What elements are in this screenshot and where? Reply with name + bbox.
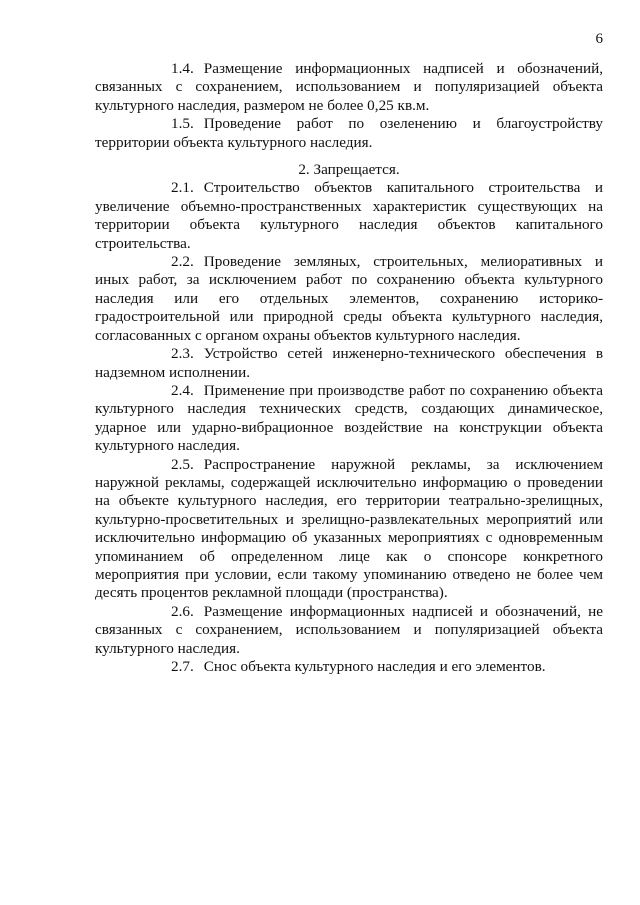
item-number: 2.7. xyxy=(171,658,194,675)
item-text: Проведение земляных, строительных, мелиоративных и иных работ, за исключением работ по сохранению объекта культурного наследия или его отдельных элементов, сохранению историко-градостроительной или природной среды объекта культурного наследия, согласованных с органом охраны объектов культурного наследия. xyxy=(95,253,603,344)
item-number: 1.4. xyxy=(171,60,194,77)
item-number: 1.5. xyxy=(171,115,194,133)
item-number: 2.4. xyxy=(171,381,194,399)
item-text: Распространение наружной рекламы, за исключением наружной рекламы, содержащей исключительно информацию о проведении на объекте культурного наследия, его территории театрально-зрелищных, культурно-просветительных и зрелищно-развлекательных мероприятий или исключительно информацию об указанных мероприятиях с одновременным упоминанием об определенном лице как о спонсоре конкретного мероприятия при условии, если такому упоминанию отведено не более чем десять процентов рекламной площади (пространства). xyxy=(95,455,603,602)
paragraph-2-2 xyxy=(95,253,603,345)
item-text: Применение при производстве работ по сохранению объекта культурного наследия технических средств, создающих динамическое, ударное или ударно-вибрационное воздействие на конструкции объекта культурного наследия. xyxy=(95,381,603,455)
section-heading: 2. Запрещается. xyxy=(298,161,400,179)
paragraph-2-1 xyxy=(95,179,603,253)
item-number: 2.6. xyxy=(171,602,194,620)
item-number: 2.1. xyxy=(171,179,194,197)
item-text: Снос объекта культурного наследия и его элементов. xyxy=(203,658,546,675)
item-text: Строительство объектов капитального строительства и увеличение объемно-пространственных характеристик существующих на территории объекта культурного наследия объектов капитального строительства. xyxy=(95,179,603,252)
paragraph-2-5 xyxy=(95,456,603,603)
item-number: 2.2. xyxy=(171,253,194,271)
item-text: Устройство сетей инженерно-технического обеспечения в надземном исполнении. xyxy=(95,345,603,381)
paragraph-2-6 xyxy=(95,603,603,658)
paragraph-1-4 xyxy=(95,60,603,115)
paragraph-2-7 xyxy=(95,658,603,676)
item-number: 2.3. xyxy=(171,345,194,363)
paragraph-1-5 xyxy=(95,115,603,152)
paragraph-2-4 xyxy=(95,382,603,456)
item-text: Размещение информационных надписей и обозначений, связанных с сохранением, использованием и популяризацией объекта культурного наследия, размером не более 0,25 кв.м. xyxy=(95,60,603,114)
item-text: Проведение работ по озеленению и благоустройству территории объекта культурного наследия. xyxy=(95,115,603,151)
item-text: Размещение информационных надписей и обозначений, не связанных с сохранением, использованием и популяризацией объекта культурного наследия. xyxy=(95,602,603,657)
item-number: 2.5. xyxy=(171,455,194,473)
document-body xyxy=(95,60,603,676)
page-number: 6 xyxy=(595,31,603,47)
paragraph-2-3 xyxy=(95,345,603,382)
